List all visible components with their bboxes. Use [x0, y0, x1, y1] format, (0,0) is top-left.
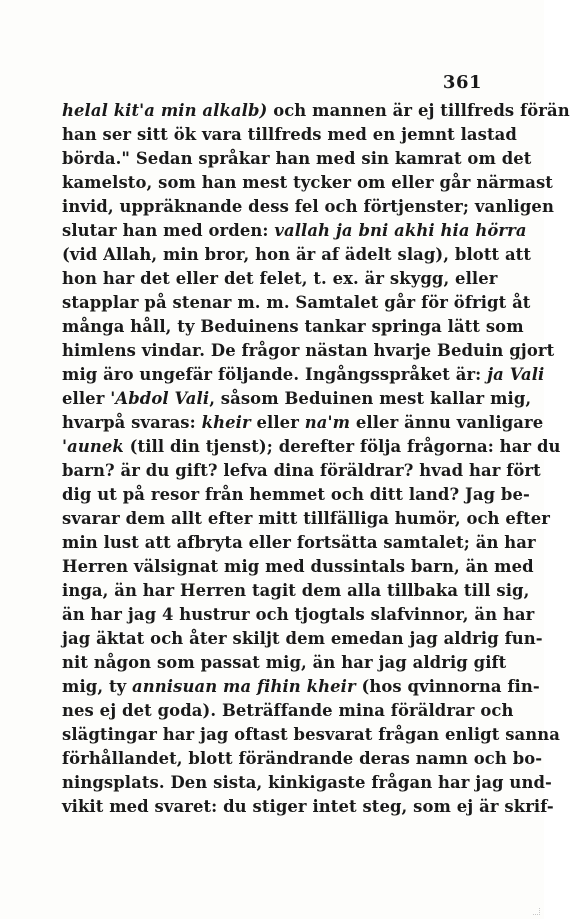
- text-line: [62, 219, 527, 243]
- text-span: slägtingar har jag oftast besvarat frågan enligt sanna: [62, 725, 560, 744]
- text-span: nit någon som passat mig, än har jag aldrig gift: [62, 653, 507, 672]
- text-span: invid, uppräknande dess fel och förtjenster; vanligen: [62, 197, 554, 216]
- text-span: börda." Sedan språkar han med sin kamrat om det: [62, 149, 532, 168]
- text-line: [62, 123, 517, 147]
- italic-phrase: annisuan ma fihin kheir: [132, 677, 356, 696]
- text-span: många håll, ty Beduinens tankar springa lätt som: [62, 317, 524, 336]
- text-line: [62, 771, 552, 795]
- text-line: [62, 627, 543, 651]
- text-line: [62, 291, 531, 315]
- text-span: mig äro ungefär följande. Ingångsspråket är:: [62, 365, 488, 384]
- text-line: [62, 555, 534, 579]
- text-span: nes ej det goda). Beträffande mina föräldrar och: [62, 701, 514, 720]
- text-line: [62, 171, 553, 195]
- text-span: eller ännu vanligare: [350, 413, 544, 432]
- text-span: dig ut på resor från hemmet och ditt land? Jag be-: [62, 485, 530, 504]
- text-span: än har jag 4 hustrur och tjogtals slafvinnor, än har: [62, 605, 535, 624]
- text-line: [62, 795, 554, 819]
- text-span: barn? är du gift? lefva dina föräldrar? hvad har fört: [62, 461, 541, 480]
- page-corner-mark: [533, 908, 540, 915]
- italic-phrase: vallah ja bni akhi hia hörra: [274, 221, 527, 240]
- text-line: [62, 651, 507, 675]
- text-line: [62, 507, 550, 531]
- text-span: (till din tjenst); derefter följa frågorna: har du: [123, 437, 561, 456]
- text-span: slutar han med orden:: [62, 221, 275, 240]
- text-line: [62, 363, 545, 387]
- text-span: mig, ty: [62, 677, 133, 696]
- text-span: himlens vindar. De frågor nästan hvarje Beduin gjort: [62, 341, 555, 360]
- italic-phrase: 'Abdol Vali: [110, 389, 210, 408]
- text-span: han ser sitt ök vara tillfreds med en jemnt lastad: [62, 125, 517, 144]
- text-span: stapplar på stenar m. m. Samtalet går för öfrigt åt: [62, 293, 531, 312]
- text-line: [62, 579, 530, 603]
- text-line: [62, 723, 560, 747]
- text-span: ningsplats. Den sista, kinkigaste frågan har jag und-: [62, 773, 552, 792]
- text-line: [62, 435, 561, 459]
- text-span: , såsom Beduinen mest kallar mig,: [209, 389, 532, 408]
- text-span: (vid Allah, min bror, hon är af ädelt slag), blott att: [62, 245, 532, 264]
- text-line: [62, 99, 570, 123]
- text-span: (hos qvinnorna fin-: [355, 677, 540, 696]
- text-span: jag äktat och åter skiljt dem emedan jag aldrig fun-: [62, 629, 543, 648]
- text-line: [62, 387, 532, 411]
- text-span: hvarpå svaras:: [62, 413, 202, 432]
- text-line: [62, 459, 541, 483]
- text-span: eller: [250, 413, 305, 432]
- italic-phrase: kheir: [201, 413, 251, 432]
- text-line: [62, 483, 530, 507]
- text-line: [62, 531, 536, 555]
- text-line: [62, 699, 514, 723]
- italic-phrase: helal kit'a min alkalb): [62, 101, 268, 120]
- text-span: Herren välsignat mig med dussintals barn, än med: [62, 557, 534, 576]
- text-span: och mannen är ej tillfreds förän: [267, 101, 570, 120]
- text-span: eller: [62, 389, 111, 408]
- body-text: [62, 99, 570, 819]
- italic-phrase: na'm: [304, 413, 351, 432]
- text-line: [62, 243, 532, 267]
- text-line: [62, 267, 498, 291]
- text-span: vikit med svaret: du stiger intet steg, som ej är skrif-: [62, 797, 554, 816]
- text-line: [62, 315, 524, 339]
- text-span: svarar dem allt efter mitt tillfälliga humör, och efter: [62, 509, 550, 528]
- text-line: [62, 411, 544, 435]
- italic-phrase: 'aunek: [62, 437, 124, 456]
- text-line: [62, 147, 532, 171]
- page-number: 361: [442, 72, 482, 93]
- text-line: [62, 747, 543, 771]
- text-line: [62, 603, 535, 627]
- text-line: [62, 675, 540, 699]
- text-span: inga, än har Herren tagit dem alla tillbaka till sig,: [62, 581, 530, 600]
- text-span: min lust att afbryta eller fortsätta samtalet; än har: [62, 533, 536, 552]
- italic-phrase: ja Vali: [487, 365, 545, 384]
- text-span: kamelsto, som han mest tycker om eller går närmast: [62, 173, 553, 192]
- text-line: [62, 195, 554, 219]
- text-line: [62, 339, 555, 363]
- text-span: förhållandet, blott förändrande deras namn och bo-: [62, 749, 543, 768]
- text-span: hon har det eller det felet, t. ex. är skygg, eller: [62, 269, 498, 288]
